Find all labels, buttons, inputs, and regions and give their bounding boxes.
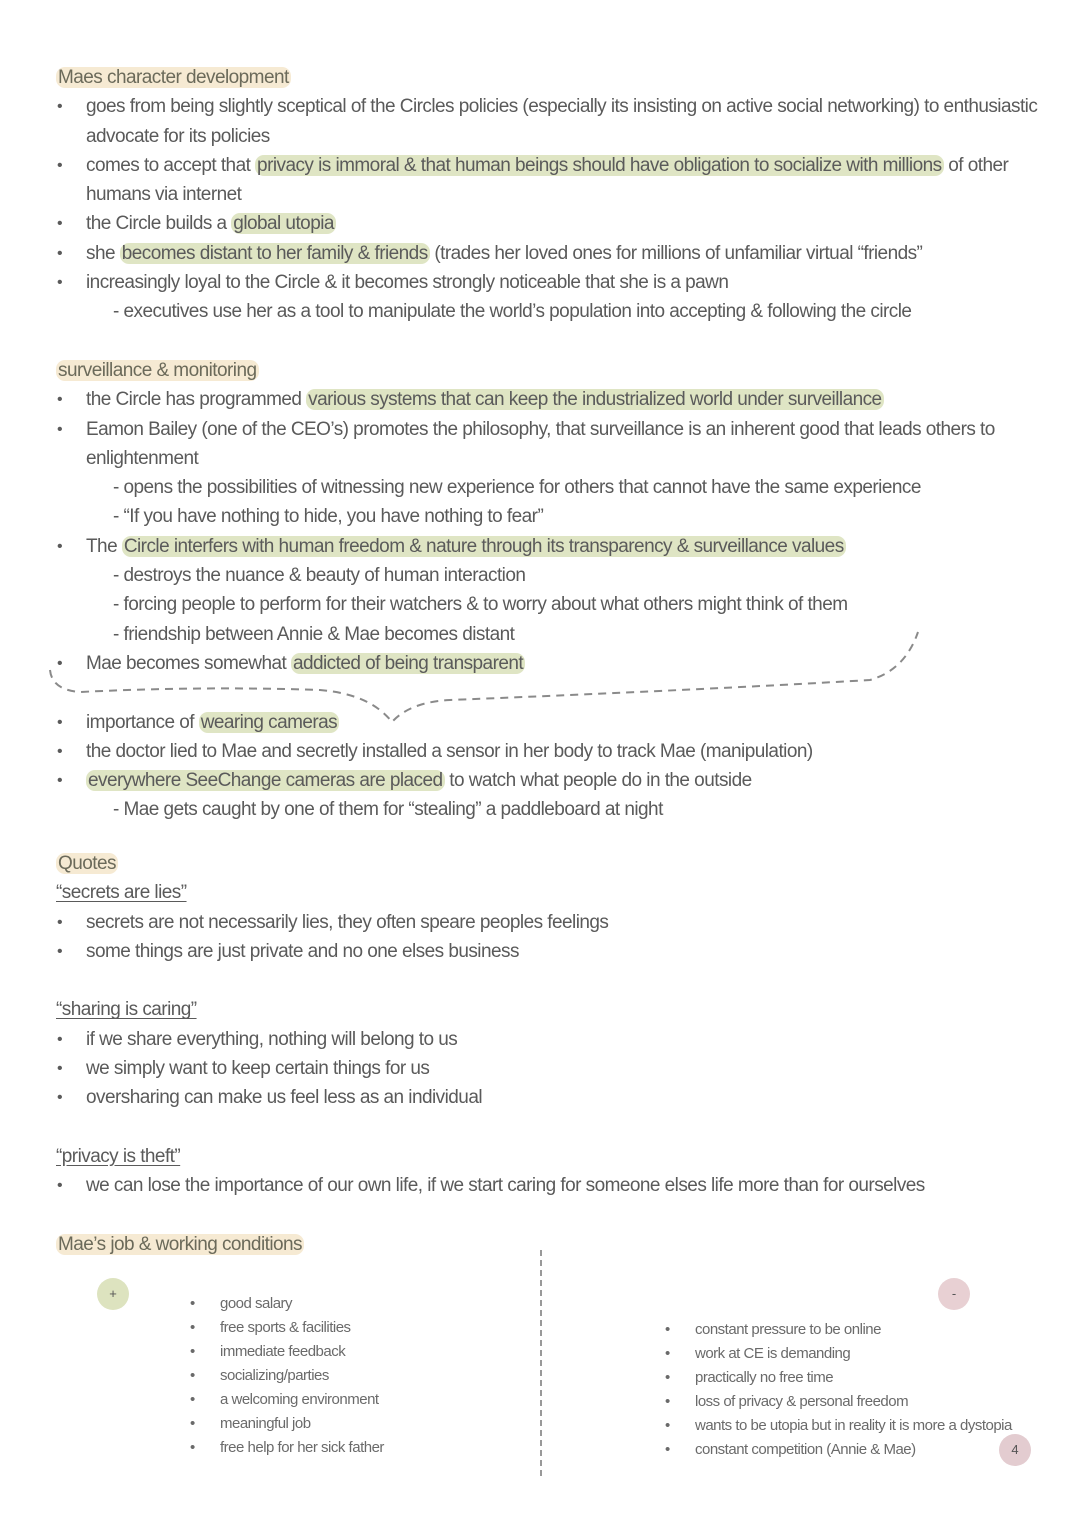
section-quotes (0, 849, 1080, 1259)
spacer (0, 1201, 1080, 1230)
cons-list (665, 1318, 1012, 1462)
pro-item: • good salary (190, 1292, 384, 1316)
text: - “If you have nothing to hide, you have nothing to fear” (113, 506, 544, 528)
highlighted-text: Maes character development (58, 67, 289, 88)
text: goes from being slightly sceptical of the Circles policies (especially its insisting on active social networking) to enthusiastic (86, 96, 1038, 118)
pro-item: • a welcoming environment (190, 1388, 384, 1412)
text: of other (943, 154, 1009, 176)
quote-title (0, 995, 1080, 1024)
text: - forcing people to perform for their watchers & to worry about what others might think of them (113, 594, 848, 616)
bullet-icon: • (57, 156, 63, 174)
text: secrets are not necessarily lies, they often speare peoples feelings (86, 911, 609, 933)
bullet-icon: • (57, 1089, 63, 1107)
highlighted-text: becomes distant to her family & friends (121, 242, 428, 264)
highlighted-text: global utopia (233, 213, 334, 235)
bullet-icon: • (57, 742, 63, 760)
pro-item: • meaningful job (190, 1412, 384, 1436)
section-heading (0, 849, 1080, 878)
highlighted-text: privacy is immoral & that human beings should have obligation to socialize with millions (257, 154, 942, 176)
pro-item: • free help for her sick father (190, 1436, 384, 1460)
list-item (0, 1025, 1080, 1054)
pro-item: • immediate feedback (190, 1340, 384, 1364)
highlighted-text: Circle interfers with human freedom & nature through its transparency & surveillance values (123, 535, 844, 557)
bullet-icon: • (57, 537, 63, 555)
highlighted-text: wearing cameras (200, 711, 338, 733)
bullet-icon: • (57, 98, 63, 116)
text: “privacy is theft” (56, 1145, 181, 1167)
text: “secrets are lies” (56, 882, 187, 904)
text: - Mae gets caught by one of them for “stealing” a paddleboard at night (113, 799, 663, 821)
con-item: • constant pressure to be online (665, 1318, 1012, 1342)
list-item (0, 766, 1080, 795)
text: she (86, 242, 120, 264)
bullet-icon: • (57, 942, 63, 960)
con-item: • practically no free time (665, 1366, 1012, 1390)
text: we simply want to keep certain things for us (86, 1058, 430, 1080)
text: increasingly loyal to the Circle & it becomes strongly noticeable that she is a pawn (86, 272, 729, 294)
plus-badge: + (97, 1278, 129, 1310)
quote-title (0, 878, 1080, 907)
bullet-icon: • (57, 420, 63, 438)
bullet-icon: • (57, 654, 63, 672)
pro-item: • socializing/parties (190, 1364, 384, 1388)
text: - executives use her as a tool to manipulate the world’s population into accepting & following the circle (113, 301, 912, 323)
highlighted-text: addicted of being transparent (292, 652, 524, 674)
highlighted-text: various systems that can keep the industrialized world under surveillance (308, 389, 882, 411)
text: oversharing can make us feel less as an individual (86, 1087, 483, 1109)
minus-badge: - (938, 1278, 970, 1310)
pros-list (190, 1292, 384, 1460)
bullet-icon: • (57, 713, 63, 731)
bullet-icon: • (57, 1060, 63, 1078)
list-item (0, 1171, 1080, 1200)
list-item (0, 1054, 1080, 1083)
bullet-icon: • (57, 772, 63, 790)
spacer (0, 966, 1080, 995)
list-item (0, 1083, 1080, 1112)
highlighted-text: surveillance & monitoring (58, 360, 257, 381)
text: we can lose the importance of our own life, if we start caring for someone elses life more than for ourselves (86, 1175, 925, 1197)
bullet-icon: • (57, 274, 63, 292)
dashed-brace (0, 0, 1080, 760)
text: enlightenment (86, 447, 199, 469)
text: humans via internet (86, 184, 242, 206)
con-item: • loss of privacy & personal freedom (665, 1390, 1012, 1414)
list-item (0, 937, 1080, 966)
column-divider (540, 1250, 542, 1476)
text: - opens the possibilities of witnessing new experience for others that cannot have the same experience (113, 477, 921, 499)
highlighted-text: Mae’s job & working conditions (58, 1233, 303, 1255)
text: if we share everything, nothing will belong to us (86, 1028, 458, 1050)
bullet-icon: • (57, 913, 63, 931)
text: the doctor lied to Mae and secretly installed a sensor in her body to track Mae (manipulation) (86, 740, 813, 762)
quote-title (0, 1142, 1080, 1171)
text: Eamon Bailey (one of the CEO’s) promotes the philosophy, that surveillance is an inherent good that leads others to (86, 418, 995, 440)
page-number: 4 (999, 1434, 1031, 1466)
con-item: • work at CE is demanding (665, 1342, 1012, 1366)
text: the Circle has programmed (86, 389, 307, 411)
text: comes to accept that (86, 154, 256, 176)
text: advocate for its policies (86, 125, 270, 147)
text: Mae becomes somewhat (86, 652, 291, 674)
text: (trades her loved ones for millions of unfamiliar virtual “friends” (429, 242, 923, 264)
text: “sharing is caring” (56, 999, 197, 1021)
highlighted-text: everywhere SeeChange cameras are placed (88, 770, 443, 792)
text: the Circle builds a (86, 213, 232, 235)
text: - friendship between Annie & Mae becomes distant (113, 623, 515, 645)
list-item (0, 908, 1080, 937)
text: to watch what people do in the outside (444, 770, 752, 792)
bullet-icon: • (57, 1030, 63, 1048)
bullet-icon: • (57, 215, 63, 233)
text: some things are just private and no one elses business (86, 940, 519, 962)
spacer (0, 1113, 1080, 1142)
text: - destroys the nuance & beauty of human interaction (113, 565, 526, 587)
text: importance of (86, 711, 199, 733)
list-item (0, 795, 1080, 824)
text: The (86, 535, 122, 557)
pro-item: • free sports & facilities (190, 1316, 384, 1340)
con-item: • constant competition (Annie & Mae) (665, 1438, 1012, 1462)
bullet-icon: • (57, 391, 63, 409)
highlighted-text: Quotes (58, 853, 116, 874)
con-item: • wants to be utopia but in reality it is more a dystopia (665, 1414, 1012, 1438)
bullet-icon: • (57, 244, 63, 262)
bullet-icon: • (57, 1177, 63, 1195)
